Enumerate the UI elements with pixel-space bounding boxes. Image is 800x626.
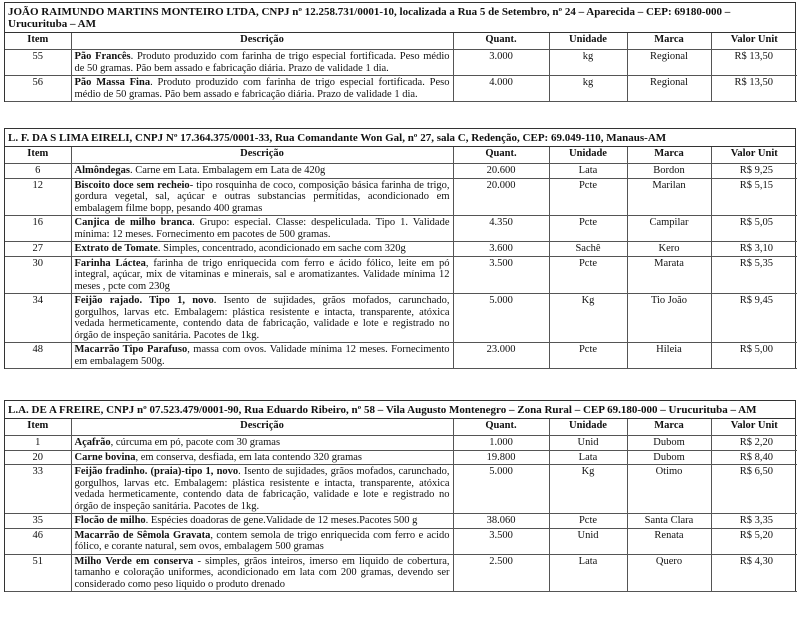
item-name: Carne bovina (74, 451, 136, 463)
item-marca: Quero (627, 554, 711, 592)
item-quant: 23.000 (453, 343, 549, 369)
item-number: 6 (5, 164, 71, 179)
item-number: 12 (5, 178, 71, 216)
item-quant: 3.000 (453, 50, 549, 76)
item-number: 16 (5, 216, 71, 242)
items-table (5, 419, 797, 592)
item-valor: R$ 5,20 (711, 528, 797, 554)
table-row (5, 256, 797, 294)
item-description (71, 514, 453, 529)
item-description (71, 436, 453, 451)
item-valor: R$ 2,20 (711, 436, 797, 451)
item-desc-text: . Produto produzido com farinha de trigo especial fortificada. Peso médio de 50 gramas. Pão bem assado e fabricação diária. Prazo de validade 1 dia. (74, 77, 450, 100)
item-valor: R$ 3,10 (711, 242, 797, 257)
item-name: Flocão de milho (74, 515, 146, 526)
item-marca: Kero (627, 242, 711, 257)
item-unidade: Pcte (549, 514, 627, 529)
item-quant: 5.000 (453, 294, 549, 343)
item-unidade: Pcte (549, 343, 627, 369)
supplier-section-1 (4, 2, 796, 102)
item-quant: 19.800 (453, 450, 549, 465)
col-item: Item (5, 419, 71, 436)
table-row (5, 76, 797, 102)
item-quant: 38.060 (453, 514, 549, 529)
col-unidade: Unidade (549, 147, 627, 164)
item-number: 20 (5, 450, 71, 465)
item-description (71, 554, 453, 592)
item-quant: 3.500 (453, 528, 549, 554)
col-valor: Valor Unit (711, 147, 797, 164)
item-name: Almôndegas (74, 165, 130, 176)
items-table (5, 147, 797, 369)
item-desc-text: . Grupo: especial. Classe: despeliculada. Tipo 1. Validade mínima: 12 meses. Fornecimento em pacotes de 500 gramas. (74, 217, 450, 240)
item-unidade: kg (549, 76, 627, 102)
item-unidade: Kg (549, 465, 627, 514)
item-unidade: Sachê (549, 242, 627, 257)
item-marca: Marilan (627, 178, 711, 216)
item-quant: 3.500 (453, 256, 549, 294)
item-valor: R$ 3,35 (711, 514, 797, 529)
item-valor: R$ 13,50 (711, 50, 797, 76)
col-item: Item (5, 147, 71, 164)
item-quant: 5.000 (453, 465, 549, 514)
col-descricao: Descrição (71, 419, 453, 436)
item-description (71, 256, 453, 294)
item-desc-text: . Simples, concentrado, acondicionado em sache com 320g (157, 243, 406, 254)
item-desc-text: , massa com ovos. Validade mínima 12 meses. Fornecimento em embalagem 500g. (74, 344, 450, 367)
item-quant: 3.600 (453, 242, 549, 257)
col-quant: Quant. (453, 147, 549, 164)
item-number: 51 (5, 554, 71, 592)
item-marca: Campilar (627, 216, 711, 242)
item-quant: 2.500 (453, 554, 549, 592)
item-marca: Regional (627, 76, 711, 102)
item-marca: Marata (627, 256, 711, 294)
item-valor: R$ 13,50 (711, 76, 797, 102)
item-valor: R$ 5,00 (711, 343, 797, 369)
item-description (71, 294, 453, 343)
item-name: Açafrão (74, 437, 111, 448)
item-number: 48 (5, 343, 71, 369)
item-quant: 4.350 (453, 216, 549, 242)
supplier-header: L.A. DE A FREIRE, CNPJ nº 07.523.479/0001-90, Rua Eduardo Ribeiro, nº 58 – Vila Augusto Montenegro – Zona Rural – CEP 69.180-000 – Urucurituba – AM (5, 401, 795, 419)
item-name: Feijão rajado. Tipo 1, novo (74, 295, 214, 306)
table-row (5, 178, 797, 216)
item-name: Farinha Láctea (74, 257, 146, 269)
item-description (71, 164, 453, 179)
table-row (5, 450, 797, 465)
item-desc-text: , contem semola de trigo enriquecida com ferro e acido fólico, e corante natural, sem ovos, embalagem 500 gramas (74, 529, 450, 552)
item-quant: 20.000 (453, 178, 549, 216)
item-number: 35 (5, 514, 71, 529)
item-name: Canjica de milho branca (74, 217, 193, 228)
item-number: 27 (5, 242, 71, 257)
item-description (71, 242, 453, 257)
table-row (5, 436, 797, 451)
item-desc-text: , em conserva, desfiada, em lata contendo 320 gramas (135, 451, 363, 463)
item-number: 56 (5, 76, 71, 102)
col-marca: Marca (627, 147, 711, 164)
table-header-row (5, 33, 797, 50)
col-descricao: Descrição (71, 33, 453, 50)
item-name: Feijão fradinho. (praia)-tipo 1, novo (74, 466, 239, 477)
item-unidade: Lata (549, 164, 627, 179)
item-number: 30 (5, 256, 71, 294)
item-unidade: Pcte (549, 216, 627, 242)
item-unidade: kg (549, 50, 627, 76)
table-row (5, 164, 797, 179)
table-row (5, 242, 797, 257)
item-desc-text: . Espécies doadoras de gene.Validade de 12 meses.Pacotes 500 g (145, 515, 418, 526)
item-valor: R$ 9,45 (711, 294, 797, 343)
item-description (71, 465, 453, 514)
item-name: Extrato de Tomate (74, 243, 158, 254)
item-valor: R$ 4,30 (711, 554, 797, 592)
item-desc-text: , farinha de trigo enriquecida com ferro e ácido fólico, leite em pó integral, açúcar, mix de vitaminas e minerais, sal e aromatizantes. Validade mínima 12 meses , pcte com 230g (74, 257, 450, 292)
item-name: Macarrão de Sêmola Gravata (74, 529, 211, 541)
item-desc-text: - simples, grãos inteiros, imerso em liquido de cobertura, tamanho e coloração uniformes, acondicionado em lata com 200 gramas, devendo ser considerado como peso liquido o produto drenado (74, 555, 450, 590)
table-row (5, 216, 797, 242)
item-unidade: Lata (549, 450, 627, 465)
item-unidade: Unid (549, 436, 627, 451)
table-row (5, 554, 797, 592)
supplier-header: JOÃO RAIMUNDO MARTINS MONTEIRO LTDA, CNPJ nº 12.258.731/0001-10, localizada a Rua 5 de Setembro, nº 24 – Aparecida – CEP: 69180-000 – Urucurituba – AM (5, 3, 795, 33)
item-desc-text: . Produto produzido com farinha de trigo especial fortificada. Peso médio de 50 gramas. Pão bem assado e fabricação diária. Prazo de validade 1 dia. (74, 51, 450, 74)
item-name: Pão Massa Fina (74, 77, 151, 88)
table-row (5, 528, 797, 554)
item-desc-text: , cúrcuma em pó, pacote com 30 gramas (110, 437, 281, 448)
col-quant: Quant. (453, 33, 549, 50)
item-marca: Dubom (627, 450, 711, 465)
item-desc-text: . Isento de sujidades, grãos mofados, carunchado, gorgulhos, larvas etc. Embalagem: plástica resistente e intacta, transparente, atóxica vedada hermeticamente, contendo data de fabricação, validade e lote e registrado no órgão de inspeção sanitária. Pacotes de 1kg. (74, 466, 450, 512)
item-unidade: Kg (549, 294, 627, 343)
item-marca: Regional (627, 50, 711, 76)
item-valor: R$ 5,35 (711, 256, 797, 294)
item-valor: R$ 9,25 (711, 164, 797, 179)
table-row (5, 50, 797, 76)
item-unidade: Lata (549, 554, 627, 592)
col-valor: Valor Unit (711, 419, 797, 436)
item-description (71, 343, 453, 369)
item-marca: Santa Clara (627, 514, 711, 529)
item-valor: R$ 5,05 (711, 216, 797, 242)
item-valor: R$ 5,15 (711, 178, 797, 216)
table-row (5, 514, 797, 529)
item-unidade: Pcte (549, 256, 627, 294)
items-table (5, 33, 797, 102)
table-row (5, 294, 797, 343)
table-header-row (5, 419, 797, 436)
col-quant: Quant. (453, 419, 549, 436)
col-item: Item (5, 33, 71, 50)
table-row (5, 343, 797, 369)
item-number: 46 (5, 528, 71, 554)
supplier-section-2 (4, 128, 796, 369)
item-description (71, 50, 453, 76)
item-valor: R$ 6,50 (711, 465, 797, 514)
item-marca: Renata (627, 528, 711, 554)
item-unidade: Pcte (549, 178, 627, 216)
item-description (71, 528, 453, 554)
table-header-row (5, 147, 797, 164)
item-quant: 20.600 (453, 164, 549, 179)
item-marca: Tio João (627, 294, 711, 343)
item-valor: R$ 8,40 (711, 450, 797, 465)
item-quant: 1.000 (453, 436, 549, 451)
col-unidade: Unidade (549, 419, 627, 436)
item-description (71, 216, 453, 242)
supplier-section-3 (4, 400, 796, 592)
item-name: Biscoito doce sem recheio (74, 179, 190, 191)
item-unidade: Unid (549, 528, 627, 554)
item-marca: Dubom (627, 436, 711, 451)
item-name: Pão Francês (74, 51, 131, 62)
item-description (71, 76, 453, 102)
item-marca: Otimo (627, 465, 711, 514)
item-desc-text: - tipo rosquinha de coco, composição básica farinha de trigo, gordura vegetal, sal, açúcar e outras substancias permitidas, acondicionado em embalagem filme bopp, pesando 400 gramas (74, 179, 450, 214)
item-number: 34 (5, 294, 71, 343)
item-number: 33 (5, 465, 71, 514)
col-descricao: Descrição (71, 147, 453, 164)
item-quant: 4.000 (453, 76, 549, 102)
item-description (71, 450, 453, 465)
col-valor: Valor Unit (711, 33, 797, 50)
item-description (71, 178, 453, 216)
item-name: Macarrão Tipo Parafuso (74, 344, 188, 355)
col-marca: Marca (627, 33, 711, 50)
supplier-header: L. F. DA S LIMA EIRELI, CNPJ Nº 17.364.375/0001-33, Rua Comandante Won Gal, nº 27, sala C, Redenção, CEP: 69.049-110, Manaus-AM (5, 129, 795, 147)
item-number: 55 (5, 50, 71, 76)
item-number: 1 (5, 436, 71, 451)
col-marca: Marca (627, 419, 711, 436)
item-name: Milho Verde em conserva (74, 555, 194, 567)
table-row (5, 465, 797, 514)
item-desc-text: . Isento de sujidades, grãos mofados, carunchado, gorgulhos, larvas etc. Embalagem: plástica resistente e intacta, transparente, atóxica vedada hermeticamente, contendo data de fabricação, validade e lote e registrado no órgão de inspeção sanitária. Pacotes de 1kg. (74, 295, 450, 341)
item-marca: Hileia (627, 343, 711, 369)
item-marca: Bordon (627, 164, 711, 179)
item-desc-text: . Carne em Lata. Embalagem em Lata de 420g (129, 165, 326, 176)
col-unidade: Unidade (549, 33, 627, 50)
